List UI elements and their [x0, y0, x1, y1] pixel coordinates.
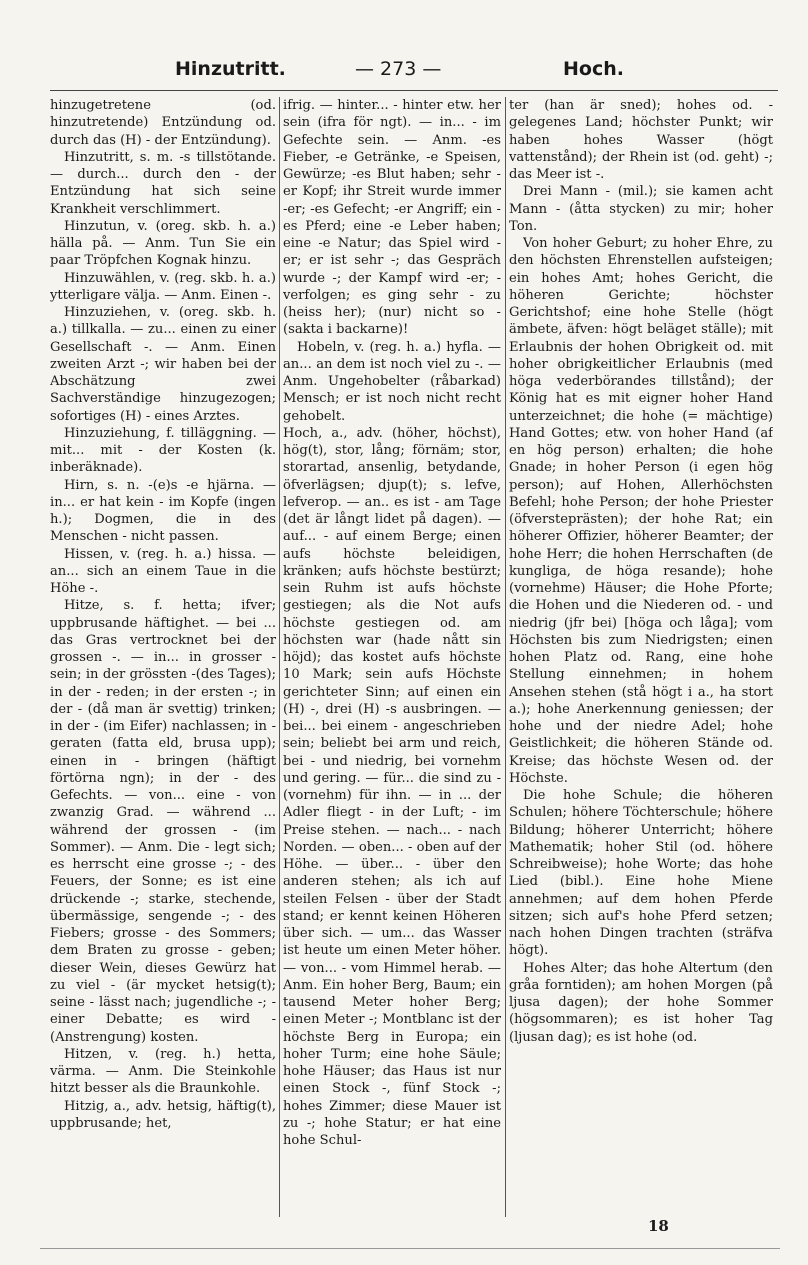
column-2 [283, 97, 501, 1217]
dictionary-entry: Hissen, v. (reg. h. a.) hissa. — an... sich an einem Taue in die Höhe -. [50, 546, 276, 596]
dictionary-entry: Drei Mann - (mil.); sie kamen acht Mann - (åtta stycken) zu mir; hoher Ton. [509, 184, 773, 234]
column-3 [509, 97, 773, 1217]
dictionary-entry: Hohes Alter; das hohe Altertum (den gråa forntiden); am hohen Morgen (på ljusa dagen); der hohe Sommer (högsommaren); es ist hoher Tag (ljusan dag); es ist hohe (od. [509, 960, 773, 1045]
dictionary-entry: Hinzuwählen, v. (reg. skb. h. a.) ytterligare välja. — Anm. Einen -. [50, 270, 276, 303]
dictionary-entry: Von hoher Geburt; zu hoher Ehre, zu den höchsten Ehrenstellen aufsteigen; ein hohes Amt; hohes Gericht, die höheren Gerichte; höchster Gerichtshof; eine hohe Stelle (högt ämbete, äfven: högt beläget ställe); mit Erlaubnis der hohen Obrigkeit od. mit hoher obrigkeitlicher Erlaubnis (med höga vederbörandes tillstånd); der König hat es mit eigner hoher Hand unterzeichnet; die hohe (= mächtige) Hand Gottes; etw. von hoher Hand (af en hög person) erhalten; die hohe Gnade; in hoher Person (i egen hög person); auf Hohen, Allerhöchsten Befehl; hohe Person; der hohe Priester (öfversteprästen); der hohe Rat; ein höherer Offizier, höherer Beamter; der hohe Herr; die hohen Herrschaften (de kungliga, de höga resande); hohe (vornehme) Häuser; die Hohe Pforte; die Hohen und die Niederen od. - und niedrig (jfr bei) [höga och låga]; vom Höchsten bis zum Niedrigsten; einen hohen Platz od. Rang, eine hohe Stellung einnehmen; in hohem Ansehen stehen (stå högt i a., ha stort a.); hohe Anerkennung geniessen; der hohe und der niedre Adel; hohe Geistlichkeit; die höheren Stände od. Kreise; das höchste Wesen od. der Höchste. [509, 236, 773, 786]
dictionary-entry: Die hohe Schule; die höheren Schulen; höhere Töchterschule; höhere Bildung; höherer Unterricht; höhere Mathematik; hoher Stil (od. höhere Schreibweise); hohe Worte; das hohe Lied (bibl.). Eine hohe Miene annehmen; auf dem hohen Pferde sitzen; sich auf's hohe Pferd setzen; nach hohen Dingen trachten (sträfva högt). [509, 788, 773, 959]
column-divider [279, 97, 280, 1217]
dictionary-entry: Hinzutun, v. (oreg. skb. h. a.) hälla på. — Anm. Tun Sie ein paar Tröpfchen Kognak hinzu. [50, 218, 276, 269]
dictionary-entry: Hitzig, a., adv. hetsig, häftig(t), uppbrusande; het, [50, 1098, 276, 1131]
dictionary-entry: ter (han är sned); hohes od. - gelegenes Land; höchster Punkt; wir haben hohes Wasser (högt vattenstånd); der Rhein ist (od. geht) -; das Meer ist -. [509, 98, 773, 182]
header-left-word: Hinzutritt. [175, 58, 286, 80]
dictionary-entry: ifrig. — hinter... - hinter etw. her sein (ifra för ngt). — in... - im Gefechte sein. — Anm. -es Fieber, -e Getränke, -e Speisen, Gewürze; -es Blut haben; sehr -er Kopf; ihr Streit wurde immer -er; -es Gefecht; -er Angriff; ein -es Pferd; eine -e Leber haben; eine -e Natur; das Spiel wird -er; er ist sehr -; das Gespräch wurde -; der Kampf wird -er; - verfolgen; es ging sehr - zu (heiss her); (nur) nicht so - (sakta i backarne)! [283, 98, 501, 338]
header-rule [50, 90, 778, 91]
header-right-word: Hoch. [563, 58, 624, 80]
signature-mark: 18 [648, 1217, 669, 1235]
page-number: — 273 — [355, 58, 442, 80]
dictionary-entry: hinzugetretene (od. hinzutretende) Entzündung od. durch das (H) - der Entzündung). [50, 98, 276, 148]
dictionary-entry: Hitze, s. f. hetta; ifver; uppbrusande häftighet. — bei ... das Gras vertrocknet bei der grossen -. — in... in grosser - sein; in der grössten -(des Tages); in der - reden; in der ersten -; in der - (då man är svettig) trinken; in der - (im Eifer) nachlassen; in - geraten (fatta eld, brusa upp); einen in - bringen (häftigt förtörna ngn); in der - des Gefechts. — von... eine - von zwanzig Grad. — während ... während der grossen - (im Sommer). — Anm. Die - legt sich; es herrscht eine grosse -; - des Feuers, der Sonne; es ist eine drückende -; starke, stechende, übermässige, sengende -; - des Fiebers; grosse - des Sommers; dem Braten zu grosse - geben; dieser Wein, dieses Gewürz hat zu viel - (är mycket hetsig(t); seine - lässt nach; jugendliche -; - einer Debatte; es wird - (Anstrengung) kosten. [50, 598, 276, 1045]
dictionary-entry: Hinzuziehung, f. tilläggning. — mit... mit - der Kosten (k. inberäknade). [50, 425, 276, 476]
dictionary-entry: Hobeln, v. (reg. h. a.) hyfla. — an... an dem ist noch viel zu -. — Anm. Ungehobelter (råbarkad) Mensch; er ist noch nicht recht gehobelt. [283, 339, 501, 424]
dictionary-entry: Hinzuziehen, v. (oreg. skb. h. a.) tillkalla. — zu... einen zu einer Gesellschaft -. — Anm. Einen zweiten Arzt -; wir haben bei der Abschätzung zwei Sachverständige hinzugezogen; sofortiges (H) - eines Arztes. [50, 305, 276, 424]
dictionary-entry: Hirn, s. n. -(e)s -e hjärna. — in... er hat kein - im Kopfe (ingen h.); Dogmen, die in des Menschen - nicht passen. [50, 477, 276, 545]
dictionary-entry: Hitzen, v. (reg. h.) hetta, värma. — Anm. Die Steinkohle hitzt besser als die Braunkohle. [50, 1046, 276, 1097]
column-divider [505, 97, 506, 1217]
dictionary-entry: Hinzutritt, s. m. -s tillstötande. — durch... durch den - der Entzündung hat sich seine Krankheit verschlimmert. [50, 149, 276, 217]
bottom-rule [40, 1248, 780, 1249]
column-1 [50, 97, 276, 1217]
dictionary-entry: Hoch, a., adv. (höher, höchst), hög(t), stor, lång; förnäm; stor, storartad, ansenlig, betydande, öfverlägsen; djup(t); s. lefve, lefverop. — an.. es ist - am Tage (det är långt lidet på dagen). — auf... - auf einem Berge; einen aufs höchste beleidigen, kränken; aufs höchste bestürzt; sein Ruhm ist aufs höchste gestiegen; als die Not aufs höchste gestiegen od. am höchsten war (hade nått sin höjd); das kostet aufs höchste 10 Mark; sein aufs Höchste gerichteter Sinn; auf einen ein (H) -, drei (H) -s ausbringen. — bei... bei einem - angeschrieben sein; beliebt bei arm und reich, bei - und niedrig, bei vornehm und gering. — für... die sind zu - (vornehm) für ihn. — in ... der Adler fliegt - in der Luft; - im Preise stehen. — nach... - nach Norden. — oben... - oben auf der Höhe. — über... - über den anderen stehen; als ich auf steilen Felsen - über der Stadt stand; er kennt keinen Höheren über sich. — um... das Wasser ist heute um einen Meter höher. — von... - vom Himmel herab. — Anm. Ein hoher Berg, Baum; ein tausend Meter hoher Berg; einen Meter -; Montblanc ist der höchste Berg in Europa; ein hoher Turm; eine hohe Säule; hohe Häuser; das Haus ist nur einen Stock -, fünf Stock -; hohes Zimmer; diese Mauer ist zu -; hohe Statur; er hat eine hohe Schul- [283, 425, 501, 1148]
page-header [0, 58, 808, 88]
